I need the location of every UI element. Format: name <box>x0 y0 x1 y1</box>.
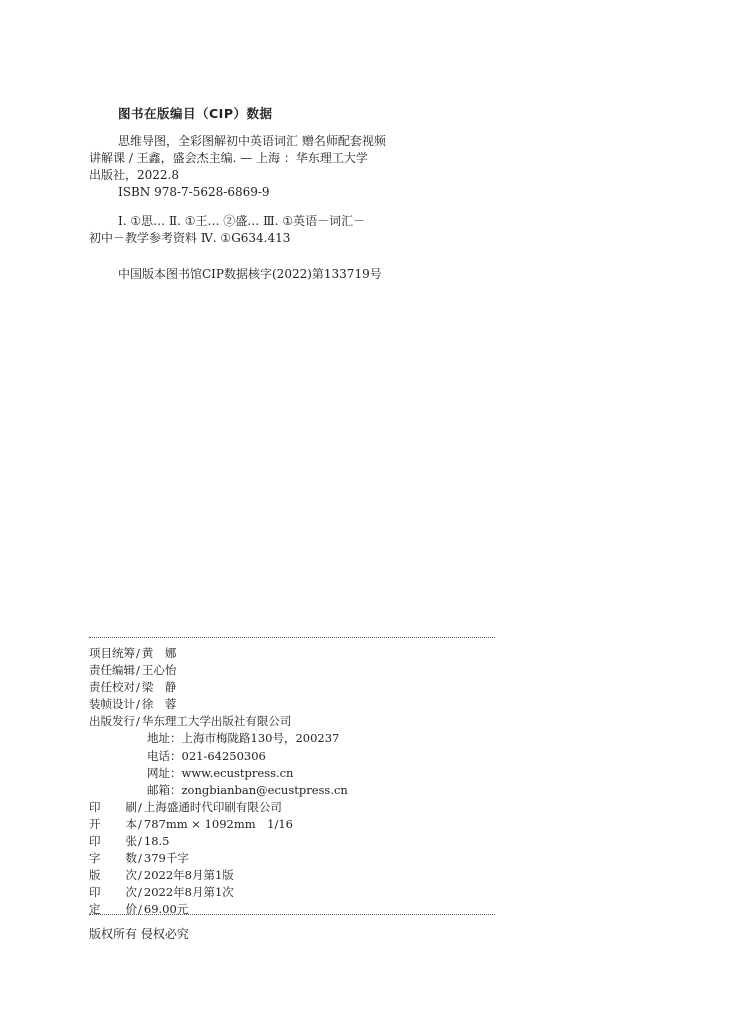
spec-row <box>89 816 509 833</box>
credit-value: 王心怡 <box>141 663 177 678</box>
spec-row <box>89 867 509 884</box>
publisher-address: 地址：上海市梅陇路130号，200237 <box>147 731 340 746</box>
separator: / <box>138 816 142 831</box>
copyright-notice: 版权所有 侵权必究 <box>89 927 189 941</box>
separator: / <box>136 646 140 660</box>
separator: / <box>136 663 140 678</box>
spec-row <box>89 799 509 816</box>
spec-value: 2022年8月第1次 <box>143 885 234 900</box>
credit-value: 黄 娜 <box>141 646 177 660</box>
separator: / <box>138 834 142 849</box>
dotted-divider <box>89 637 495 638</box>
spec-row <box>89 901 509 918</box>
separator: / <box>138 885 142 900</box>
credit-row <box>89 662 509 679</box>
spec-row <box>89 833 509 850</box>
credit-row <box>89 696 509 713</box>
cip-line: 思维导图，全彩图解初中英语词汇 赠名师配套视频 <box>118 134 386 148</box>
spec-value: 69.00元 <box>143 902 189 917</box>
spec-value: 18.5 <box>143 834 170 849</box>
spec-label: 印次 <box>89 885 137 900</box>
publisher-website: 网址：www.ecustpress.cn <box>147 765 294 780</box>
isbn-line: ISBN 978-7-5628-6869-9 <box>118 185 270 199</box>
classification-line: Ⅰ. ①思… Ⅱ. ①王… ②盛… Ⅲ. ①英语－词汇－ <box>118 214 366 228</box>
separator: / <box>138 902 142 917</box>
spec-label: 定价 <box>89 902 137 917</box>
separator: / <box>138 868 142 883</box>
spec-label: 字数 <box>89 851 137 866</box>
cip-line: 出版社，2022.8 <box>89 168 179 182</box>
classification-line: 初中－教学参考资料 Ⅳ. ①G634.413 <box>89 231 291 245</box>
credit-value: 华东理工大学出版社有限公司 <box>141 714 292 729</box>
credit-label: 出版发行 <box>89 714 135 729</box>
separator: / <box>136 680 140 695</box>
separator: / <box>138 851 142 866</box>
cip-entry <box>89 133 494 247</box>
credit-label: 责任编辑 <box>89 663 135 678</box>
credit-label: 项目统筹 <box>89 646 135 660</box>
spec-value: 上海盛通时代印刷有限公司 <box>143 799 282 814</box>
spec-label: 印张 <box>89 834 137 849</box>
credit-row <box>89 679 509 696</box>
spec-value: 2022年8月第1版 <box>143 868 234 883</box>
credit-label: 责任校对 <box>89 680 135 695</box>
spec-row <box>89 884 509 901</box>
publishing-credits <box>89 645 509 919</box>
publisher-phone: 电话：021-64250306 <box>147 748 266 763</box>
cip-title: 图书在版编目（CIP）数据 <box>118 106 273 121</box>
separator: / <box>136 714 140 729</box>
spec-label: 版次 <box>89 868 137 883</box>
credit-label: 装帧设计 <box>89 697 135 712</box>
credit-row <box>89 713 509 730</box>
spec-value: 787mm × 1092mm 1/16 <box>143 816 293 831</box>
spec-label: 开本 <box>89 816 137 831</box>
cip-number: 中国版本图书馆CIP数据核字(2022)第133719号 <box>118 267 382 281</box>
spec-row <box>89 850 509 867</box>
credit-value: 梁 静 <box>141 680 177 695</box>
separator: / <box>138 799 142 814</box>
publisher-email: 邮箱：zongbianban@ecustpress.cn <box>147 782 348 797</box>
cip-line: 讲解课 / 王鑫，盛会杰主编. — 上海 ：华东理工大学 <box>89 151 368 165</box>
spec-value: 379千字 <box>143 851 189 866</box>
dotted-divider <box>89 914 495 915</box>
separator: / <box>136 697 140 712</box>
credit-row <box>89 645 509 662</box>
credit-value: 徐 蓉 <box>141 697 177 712</box>
spec-label: 印刷 <box>89 799 137 814</box>
